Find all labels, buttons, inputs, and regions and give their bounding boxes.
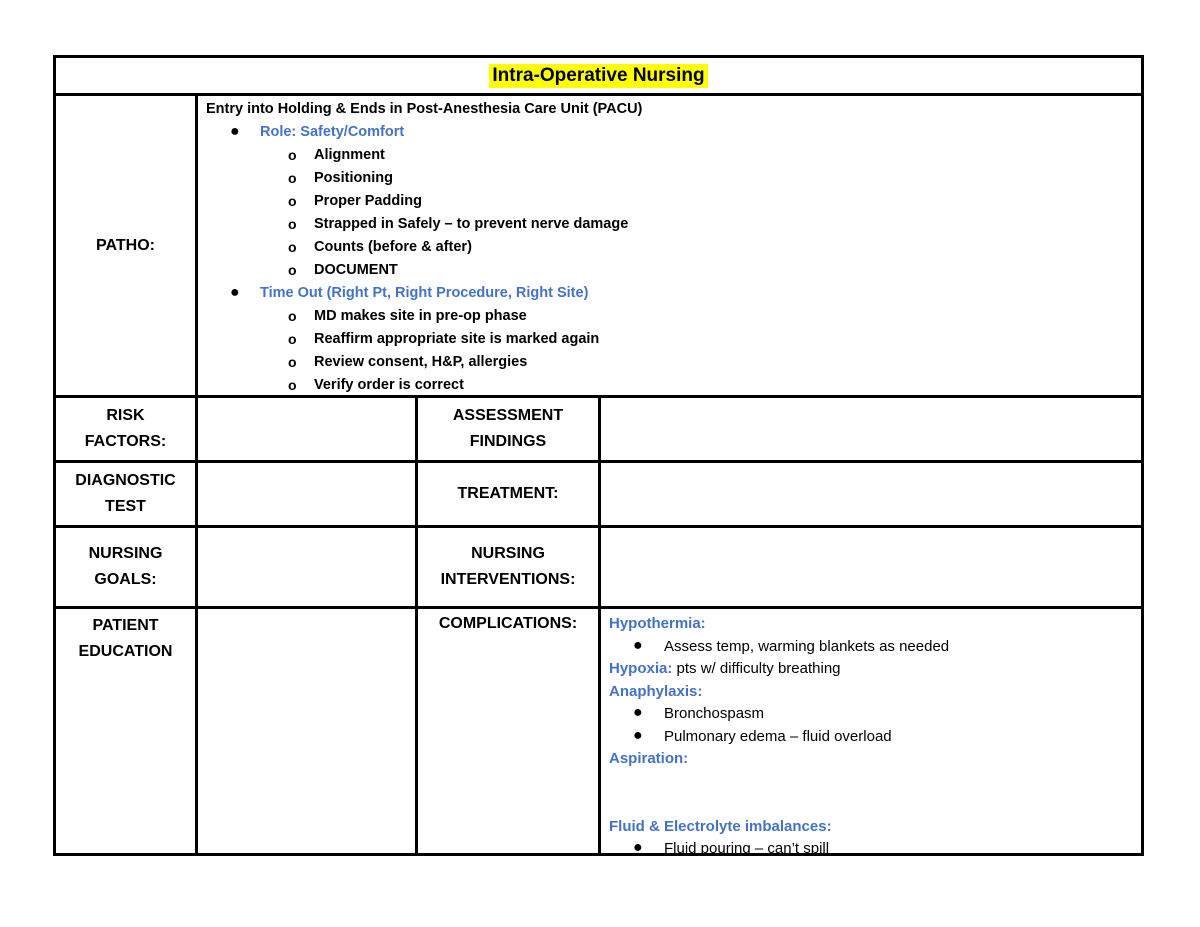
- list-item-text: Positioning: [314, 170, 393, 186]
- nursing-goals-label-cell: [56, 528, 195, 606]
- bullet-icon: ●: [633, 839, 643, 856]
- nursing-interventions-value-cell: [601, 528, 1141, 606]
- patho-label-cell: [56, 96, 195, 395]
- list-item: [206, 328, 1141, 351]
- page-title: Intra-Operative Nursing: [489, 64, 707, 88]
- bullet-icon: ●: [230, 284, 240, 301]
- circle-bullet-icon: o: [288, 239, 297, 255]
- list-item-text: Counts (before & after): [314, 239, 472, 255]
- complications-label: COMPLICATIONS:: [438, 615, 578, 632]
- list-item-text: Pulmonary edema – fluid overload: [664, 727, 892, 745]
- list-item-text: Fluid pouring – can’t spill: [664, 840, 830, 857]
- circle-bullet-icon: o: [288, 147, 297, 163]
- list-item: [206, 282, 1141, 305]
- list-item-text: DOCUMENT: [314, 262, 398, 278]
- assessment-findings-value-cell: [601, 398, 1141, 460]
- list-item-text: Assess temp, warming blankets as needed: [664, 637, 950, 655]
- risk-factors-label-cell: [56, 398, 195, 460]
- complications-content-cell: [601, 609, 1141, 857]
- nursing-interventions-label-cell: [418, 528, 598, 606]
- treatment-label-cell: [418, 463, 598, 525]
- bullet-icon: ●: [633, 704, 643, 721]
- list-item: [609, 703, 1141, 726]
- diagnostic-test-label: TEST: [105, 498, 146, 515]
- list-item-text: Verify order is correct: [314, 377, 464, 393]
- circle-bullet-icon: o: [288, 331, 297, 347]
- complication-heading: Hypoxia:: [609, 660, 673, 677]
- divider: [415, 398, 418, 853]
- spacer: [609, 771, 1141, 816]
- list-item-text: Strapped in Safely – to prevent nerve damage: [314, 216, 629, 232]
- intra-operative-nursing-table: [53, 55, 1144, 856]
- list-item: [206, 351, 1141, 374]
- risk-factors-label: RISK: [106, 407, 145, 424]
- risk-factors-value-cell: [198, 398, 415, 460]
- complication-heading: Aspiration:: [609, 750, 689, 767]
- section-heading: Role: Safety/Comfort: [260, 124, 405, 140]
- bullet-icon: ●: [230, 123, 240, 140]
- assessment-findings-label: ASSESSMENT: [452, 407, 564, 424]
- list-item: [206, 121, 1141, 144]
- list-item: [206, 213, 1141, 236]
- treatment-label: TREATMENT:: [457, 485, 559, 502]
- treatment-value-cell: [601, 463, 1141, 525]
- patient-education-label-cell: [56, 609, 195, 853]
- diagnostic-test-value-cell: [198, 463, 415, 525]
- list-item-text: Review consent, H&P, allergies: [314, 354, 528, 370]
- list-item: [609, 658, 1141, 681]
- diagnostic-test-label: DIAGNOSTIC: [75, 472, 176, 489]
- complication-heading: Hypothermia:: [609, 615, 706, 632]
- circle-bullet-icon: o: [288, 216, 297, 232]
- section-heading: Time Out (Right Pt, Right Procedure, Right Site): [260, 285, 589, 301]
- nursing-interventions-label: NURSING: [471, 545, 545, 562]
- circle-bullet-icon: o: [288, 308, 297, 324]
- nursing-goals-label: NURSING: [88, 545, 163, 562]
- list-item-text: Reaffirm appropriate site is marked again: [314, 331, 600, 347]
- bullet-icon: ●: [633, 726, 643, 744]
- list-item: [206, 374, 1141, 397]
- list-item: [206, 259, 1141, 282]
- assessment-findings-label-cell: [418, 398, 598, 460]
- complication-heading: Anaphylaxis:: [609, 682, 703, 700]
- divider: [598, 398, 601, 853]
- circle-bullet-icon: o: [288, 377, 297, 393]
- circle-bullet-icon: o: [288, 170, 297, 186]
- list-item: [206, 190, 1141, 213]
- diagnostic-test-label-cell: [56, 463, 195, 525]
- risk-factors-label: FACTORS:: [84, 433, 167, 450]
- patient-education-value-cell: [198, 609, 415, 853]
- circle-bullet-icon: o: [288, 193, 297, 209]
- list-item: [609, 636, 1141, 659]
- title-cell: [56, 58, 1141, 94]
- patho-label: PATHO:: [96, 236, 155, 254]
- complication-heading: Fluid & Electrolyte imbalances:: [609, 817, 832, 835]
- list-item-text: MD makes site in pre-op phase: [314, 308, 527, 324]
- list-item: [206, 144, 1141, 167]
- complications-label-cell: [418, 609, 598, 853]
- nursing-goals-label: GOALS:: [94, 571, 157, 588]
- list-item: [206, 167, 1141, 190]
- list-item-text: Alignment: [314, 147, 385, 163]
- list-item: [609, 726, 1141, 749]
- nursing-goals-value-cell: [198, 528, 415, 606]
- patient-education-label: PATIENT: [92, 617, 159, 634]
- patho-intro: Entry into Holding & Ends in Post-Anesthesia Care Unit (PACU): [206, 101, 643, 117]
- patho-content-cell: [198, 96, 1141, 395]
- list-item-text: Proper Padding: [314, 193, 422, 209]
- list-item: [206, 236, 1141, 259]
- patient-education-label: EDUCATION: [78, 643, 173, 660]
- divider: [195, 398, 198, 853]
- list-item: [206, 305, 1141, 328]
- bullet-icon: ●: [633, 636, 643, 654]
- assessment-findings-label: FINDINGS: [469, 433, 547, 450]
- list-item: [609, 838, 1141, 861]
- nursing-interventions-label: INTERVENTIONS:: [440, 571, 576, 588]
- circle-bullet-icon: o: [288, 354, 297, 370]
- list-item-text: pts w/ difficulty breathing: [672, 660, 841, 677]
- circle-bullet-icon: o: [288, 262, 297, 278]
- list-item-text: Bronchospasm: [664, 705, 765, 722]
